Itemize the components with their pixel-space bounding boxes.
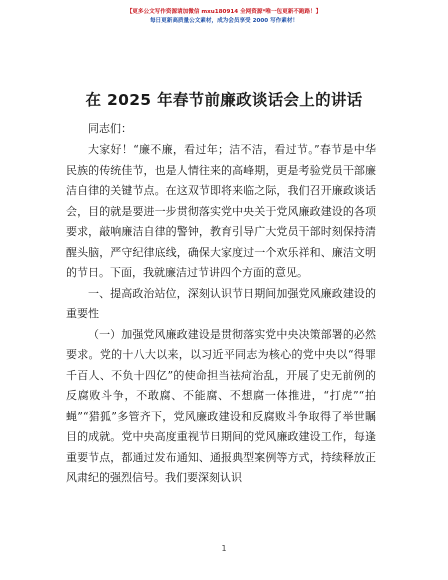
- page-number: 1: [221, 544, 227, 553]
- section-heading-1: 一、提高政治站位，深刻认识节日期间加强党风廉政建设的重要性: [66, 286, 376, 320]
- document-title: 在 2025 年春节前廉政谈话会上的讲话: [85, 91, 363, 109]
- paragraph-1-1: （一）加强党风廉政建设是贯彻落实党中央决策部署的必然要求。党的十八大以来，以习近平同志为核心的党中央以“得罪千百人、不负十四亿”的使命担当祛疴治乱，开展了史无前例的反腐败斗争，不敢腐、不能腐、不想腐一体推进，“打虎”“拍蝇”“猎狐”多管齐下，党风廉政建设和反腐败斗争取得了举世瞩目的成就。党中央高度重视节日期间的党风廉政建设工作，每逢重要节点，都通过发布通知、通报典型案例等方式，持续释放正风肃纪的强烈信号。我们要深刻认识: [66, 327, 376, 484]
- promo-banner: [0, 8, 448, 26]
- salutation: 同志们：: [88, 122, 132, 135]
- promo-banner-line-1: 【更多公文写作资源请加微信 mxu180914 全网资源*唯一包更新不跑路！】: [126, 9, 322, 15]
- promo-banner-line-2: 每日更新高质量公文素材，成为会员享受 2000 写作素材！: [149, 18, 299, 24]
- document-body: [66, 140, 376, 489]
- paragraph-intro: 大家好！“廉不廉，看过年；洁不洁，看过节。”春节是中华民族的传统佳节，也是人情往来的高峰期，更是考验党员干部廉洁自律的关键节点。在这双节即将来临之际，我们召开廉政谈话会，目的就是要进一步贯彻落实党中央关于党风廉政建设的各项要求，敲响廉洁自律的警钟，教育引导广大党员干部时刻保持清醒头脑，严守纪律底线，确保大家度过一个欢乐祥和、廉洁文明的节日。下面，我就廉洁过节讲四个方面的意见。: [66, 143, 376, 279]
